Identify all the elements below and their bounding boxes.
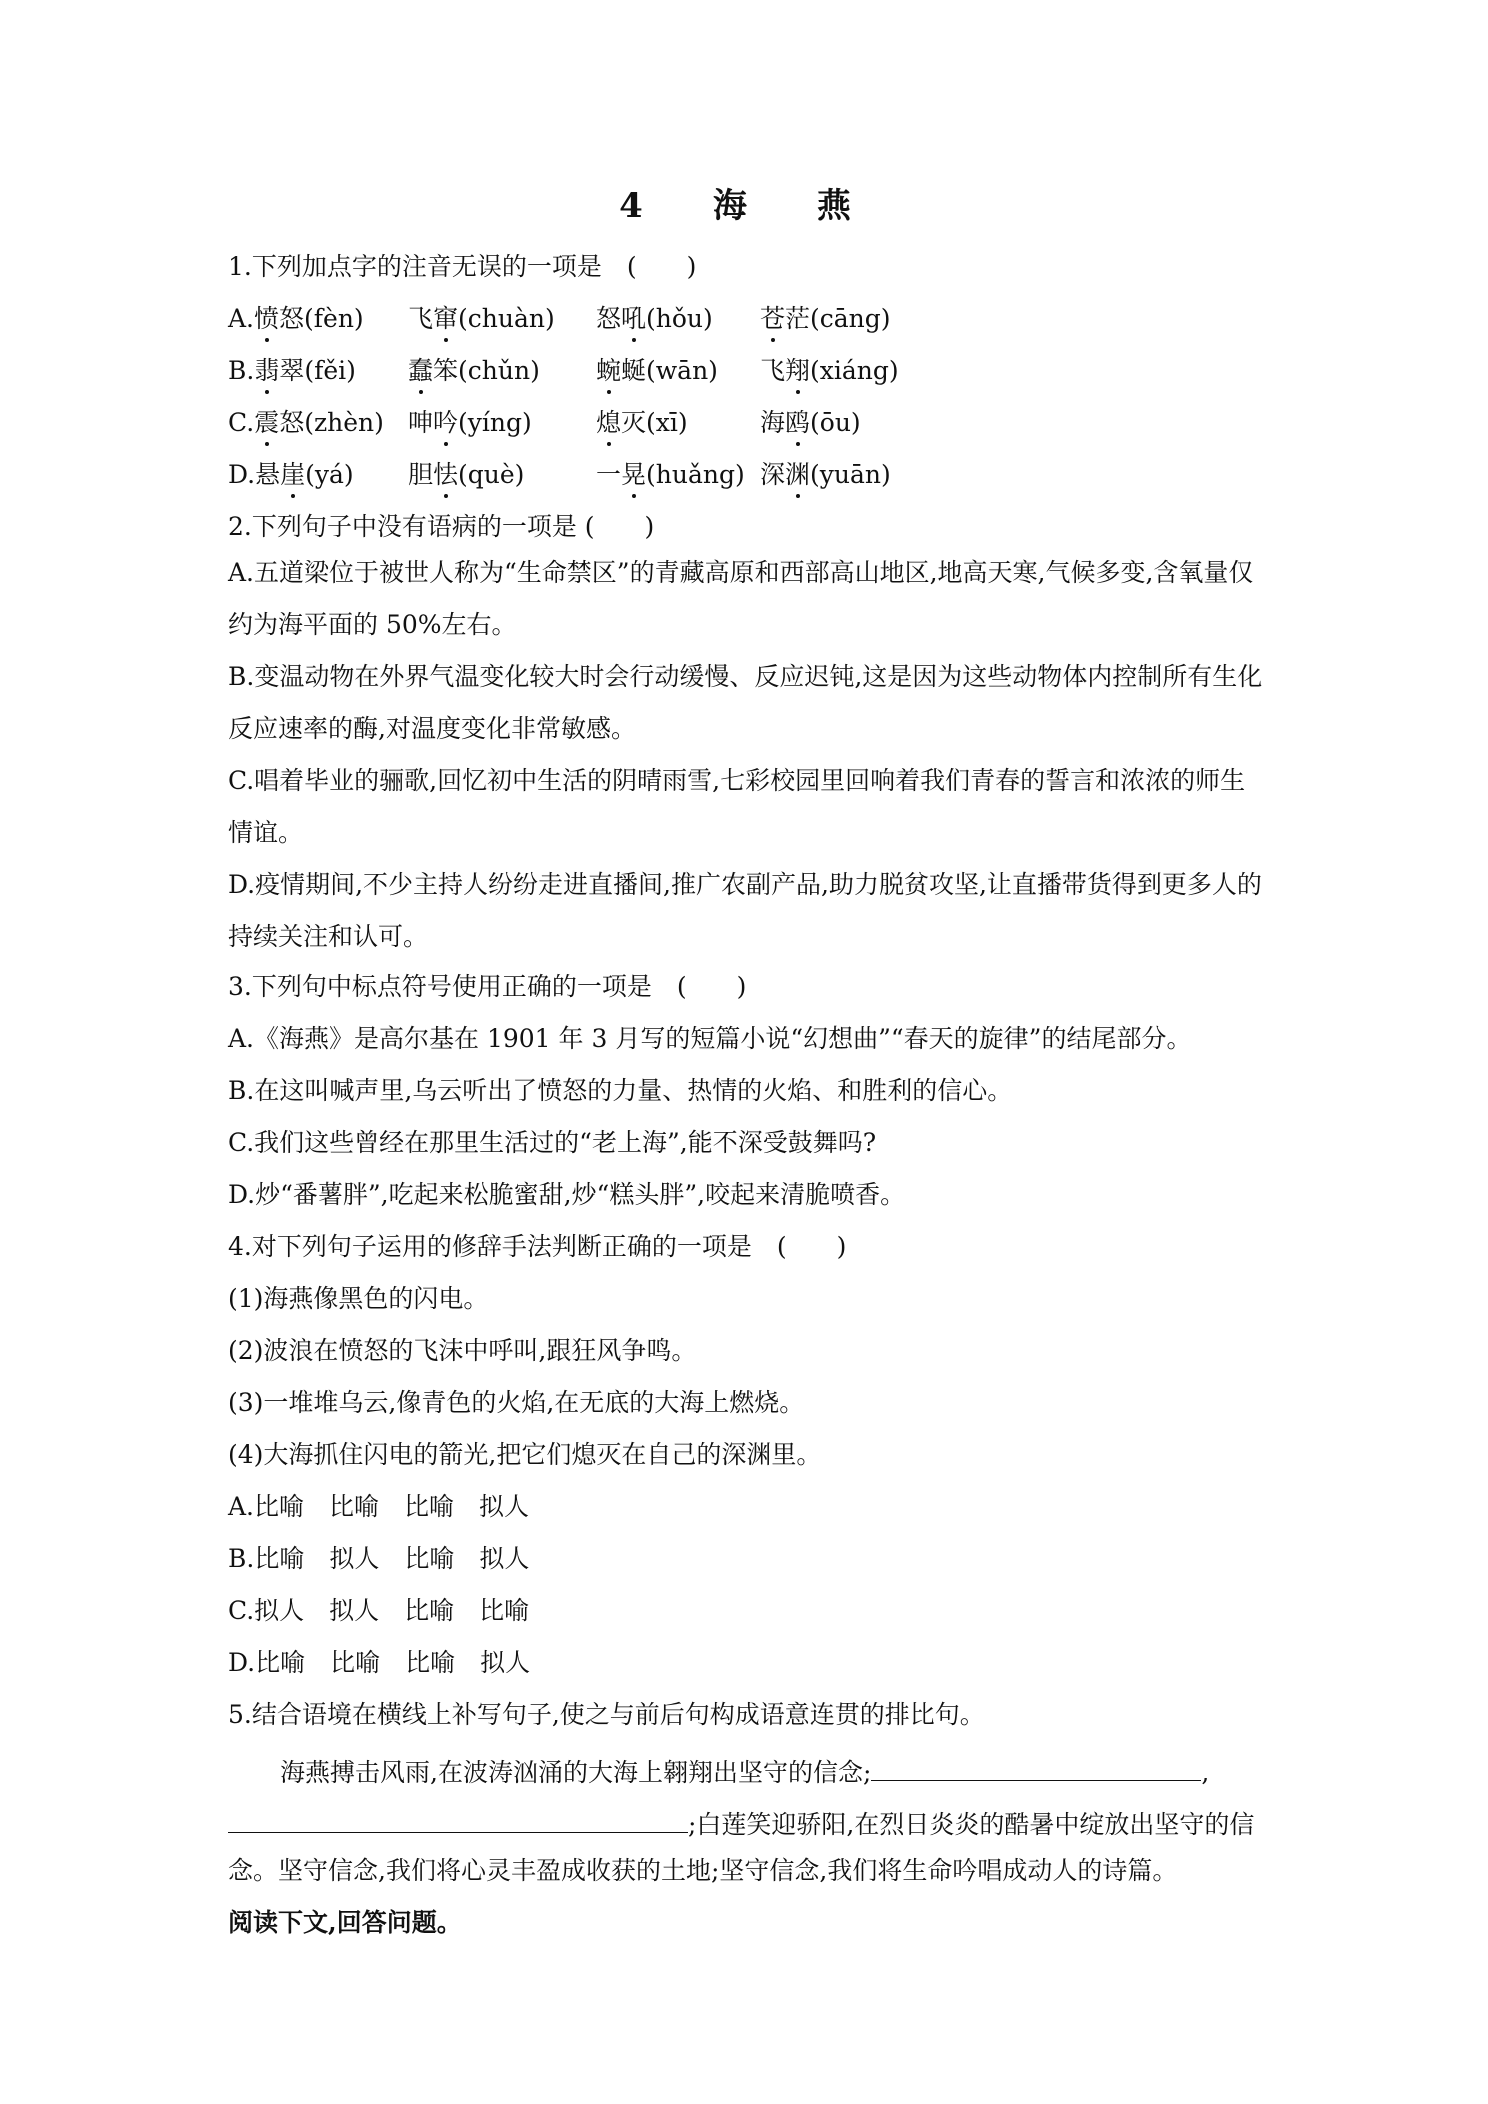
q1-option-a: [0, 302, 1488, 336]
q4-sentence-1: (1)海燕像黑色的闪电。: [228, 1284, 489, 1313]
q1-a-item3: 怒吼(hǒu): [596, 302, 713, 336]
q4-sentence-3: (3)一堆堆乌云,像青色的火焰,在无底的大海上燃烧。: [228, 1388, 805, 1417]
q4-sentence-4: (4)大海抓住闪电的箭光,把它们熄灭在自己的深渊里。: [228, 1440, 822, 1469]
q5-text-2: ;白莲笑迎骄阳,在烈日炎炎的酷暑中绽放出坚守的信: [688, 1810, 1255, 1839]
q5-text-1: 海燕搏击风雨,在波涛汹涌的大海上翱翔出坚守的信念;: [280, 1758, 872, 1787]
q1-a-item1: A.愤怒(fèn): [228, 302, 364, 336]
q5-answer-blank-2[interactable]: [228, 1802, 688, 1833]
q3-option-c: C.我们这些曾经在那里生活过的“老上海”,能不深受鼓舞吗?: [228, 1128, 877, 1157]
q1-option-c: C.震怒(zhèn) 呻吟(yíng) 熄灭(xī) 海鸥(ōu): [0, 406, 1488, 440]
q4-stem: 4.对下列句子运用的修辞手法判断正确的一项是 ( ): [228, 1232, 847, 1261]
q1-a-item4: 苍茫(cāng): [760, 302, 891, 336]
q2-stem: 2.下列句子中没有语病的一项是 ( ): [228, 512, 655, 541]
q4-option-a: A.比喻 比喻 比喻 拟人: [228, 1492, 530, 1521]
page-title: 4 海 燕: [619, 186, 869, 226]
q2-option-b: B.变温动物在外界气温变化较大时会行动缓慢、反应迟钝,这是因为这些动物体内控制所有生化反应速率的酶,对温度变化非常敏感。: [228, 662, 1263, 743]
q3-option-a: A.《海燕》是高尔基在 1901 年 3 月写的短篇小说“幻想曲”“春天的旋律”的结尾部分。: [228, 1024, 1192, 1053]
q2-option-c: C.唱着毕业的骊歌,回忆初中生活的阴晴雨雪,七彩校园里回响着我们青春的誓言和浓浓的师生情谊。: [228, 766, 1246, 847]
q4-sentence-2: (2)波浪在愤怒的飞沫中呼叫,跟狂风争鸣。: [228, 1336, 697, 1365]
q5-line-2: [228, 1802, 1254, 1842]
q5-stem: 5.结合语境在横线上补写句子,使之与前后句构成语意连贯的排比句。: [228, 1700, 985, 1729]
q3-option-d: D.炒“番薯胖”,吃起来松脆蜜甜,炒“糕头胖”,咬起来清脆喷香。: [228, 1180, 906, 1209]
q4-option-c: C.拟人 拟人 比喻 比喻: [228, 1596, 530, 1625]
q5-answer-blank-1[interactable]: [871, 1750, 1201, 1781]
q1-stem: 1.下列加点字的注音无误的一项是 ( ): [228, 252, 697, 281]
reading-prompt: 阅读下文,回答问题。: [228, 1908, 462, 1937]
q4-option-d: D.比喻 比喻 比喻 拟人: [228, 1648, 531, 1677]
q1-option-d: D.悬崖(yá) 胆怯(què) 一晃(huǎng) 深渊(yuān): [0, 458, 1488, 492]
q5-line-1: 海燕搏击风雨,在波涛汹涌的大海上翱翔出坚守的信念; ,: [280, 1750, 1209, 1790]
q3-stem: 3.下列句中标点符号使用正确的一项是 ( ): [228, 972, 747, 1001]
q2-option-a: A.五道梁位于被世人称为“生命禁区”的青藏高原和西部高山地区,地高天寒,气候多变,含氧量仅约为海平面的 50%左右。: [228, 558, 1254, 639]
q4-option-b: B.比喻 拟人 比喻 拟人: [228, 1544, 530, 1573]
q5-text-3: 念。坚守信念,我们将心灵丰盈成收获的土地;坚守信念,我们将生命吟唱成动人的诗篇。: [228, 1856, 1178, 1885]
q2-option-d: D.疫情期间,不少主持人纷纷走进直播间,推广农副产品,助力脱贫攻坚,让直播带货得到更多人的持续关注和认可。: [228, 870, 1262, 951]
q3-option-b: B.在这叫喊声里,乌云听出了愤怒的力量、热情的火焰、和胜利的信心。: [228, 1076, 1013, 1105]
q1-a-item2: 飞窜(chuàn): [408, 302, 555, 336]
q1-option-b: B.翡翠(fěi) 蠢笨(chǔn) 蜿蜒(wān) 飞翔(xiáng): [0, 354, 1488, 388]
